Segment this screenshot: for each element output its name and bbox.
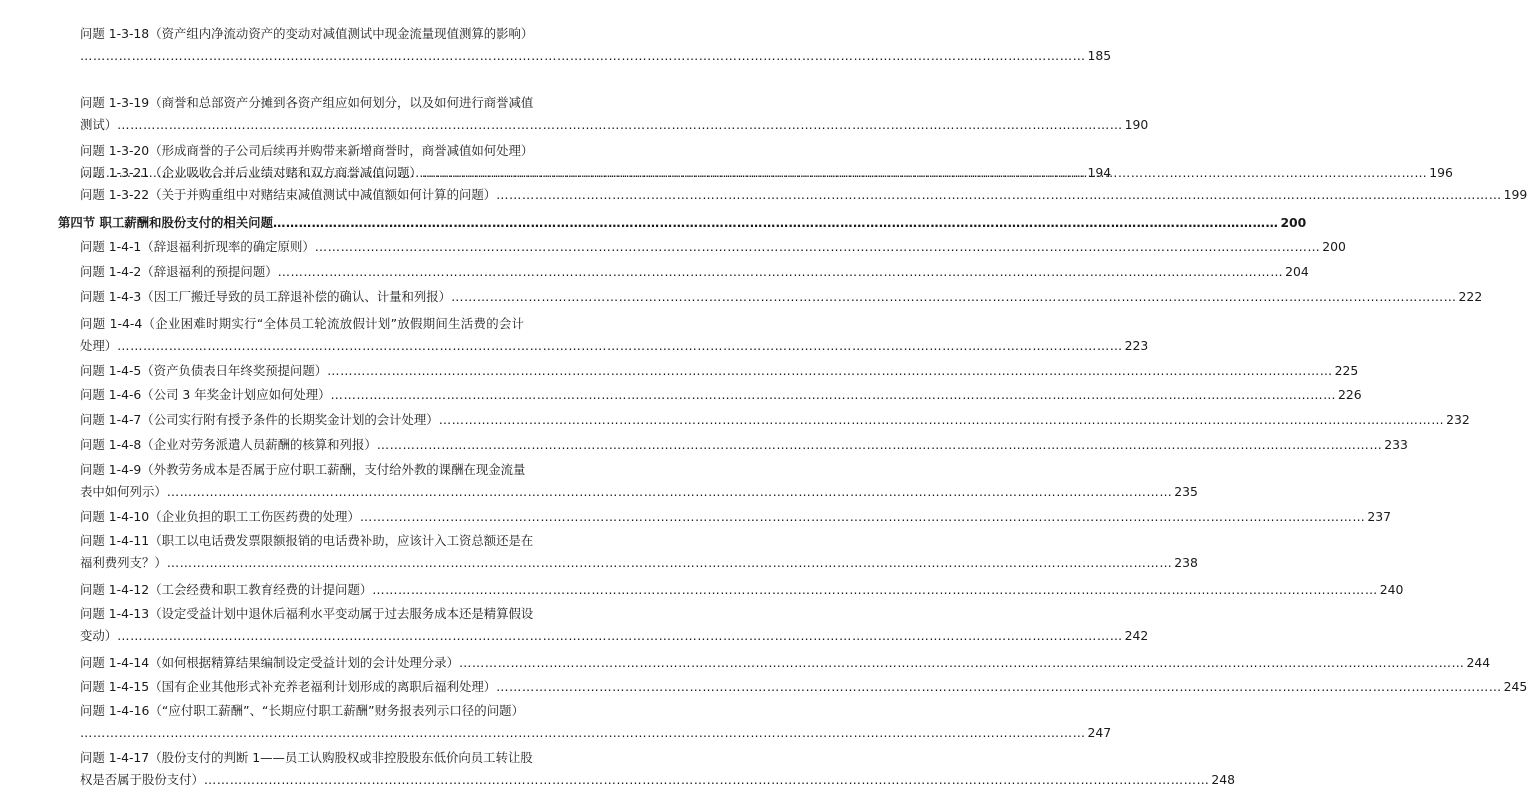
section-title: 第四节 职工薪酬和股份支付的相关问题 — [58, 215, 273, 230]
entry-title-continued: 福利费列支？） — [80, 555, 167, 570]
dot-leader — [451, 286, 1456, 308]
toc-entry[interactable] — [80, 459, 1198, 503]
entry-title-continued: 变动） — [80, 628, 118, 643]
dot-leader — [327, 360, 1332, 382]
page-number: 194 — [1087, 165, 1112, 180]
page-number: 223 — [1124, 338, 1149, 353]
dot-leader — [80, 45, 1085, 67]
page-number: 248 — [1211, 772, 1236, 787]
dot-leader — [496, 184, 1501, 206]
entry-title: 问题 1-4-7（公司实行附有授予条件的长期奖金计划的会计处理） — [80, 412, 439, 427]
toc-entry[interactable] — [80, 676, 1527, 698]
entry-title: 问题 1-4-16（“应付职工薪酬”、“长期应付职工薪酬”财务报表列示口径的问题） — [80, 703, 524, 718]
entry-title: 问题 1-4-17（股份支付的判断 1——员工认购股权或非控股股东低价向员工转让股 — [80, 750, 533, 765]
dot-leader — [377, 434, 1382, 456]
toc-entry[interactable] — [80, 506, 1391, 528]
toc-entry[interactable] — [80, 434, 1408, 456]
entry-title: 问题 1-4-9（外教劳务成本是否属于应付职工薪酬，支付给外教的课酬在现金流量 — [80, 462, 526, 477]
dot-leader — [459, 652, 1464, 674]
toc-entry[interactable] — [80, 530, 1198, 574]
toc-entry[interactable] — [80, 313, 1149, 357]
entry-title: 问题 1-4-8（企业对劳务派遣人员薪酬的核算和列报） — [80, 437, 377, 452]
dot-leader — [117, 114, 1122, 136]
page-number: 238 — [1174, 555, 1198, 570]
toc-entry[interactable] — [80, 360, 1359, 382]
dot-leader — [167, 552, 1172, 574]
toc-entry[interactable] — [80, 286, 1483, 308]
page-number: 244 — [1466, 655, 1491, 670]
page-number: 200 — [1322, 239, 1346, 254]
entry-title: 问题 1-4-12（工会经费和职工教育经费的计提问题） — [80, 582, 373, 597]
page-number: 200 — [1280, 215, 1307, 230]
entry-title: 问题 1-4-5（资产负债表日年终奖预提问题） — [80, 363, 328, 378]
entry-title: 问题 1-4-11（职工以电话费发票限额报销的电话费补助，应该计入工资总额还是在 — [80, 533, 534, 548]
toc-entry[interactable] — [80, 236, 1346, 258]
dot-leader — [360, 506, 1365, 528]
page-number: 204 — [1285, 264, 1309, 279]
entry-title: 问题 1-3-21（企业吸收合并后业绩对赌和双方商誉减值问题） — [80, 165, 422, 180]
entry-title: 问题 1-4-13（设定受益计划中退休后福利水平变动属于过去服务成本还是精算假设 — [80, 606, 534, 621]
page-number: 222 — [1458, 289, 1483, 304]
toc-entry[interactable] — [80, 184, 1527, 206]
entry-title: 问题 1-4-2（辞退福利的预提问题） — [80, 264, 278, 279]
toc-entry[interactable] — [80, 652, 1491, 674]
toc-entry[interactable] — [80, 23, 1112, 67]
dot-leader — [117, 335, 1122, 357]
toc-entry[interactable] — [80, 92, 1149, 136]
page-number: 185 — [1087, 48, 1112, 63]
entry-title: 问题 1-4-3（因工厂搬迁导致的员工辞退补偿的确认、计量和列报） — [80, 289, 452, 304]
entry-title: 问题 1-4-14（如何根据精算结果编制设定受益计划的会计处理分录） — [80, 655, 459, 670]
entry-title: 问题 1-4-6（公司 3 年奖金计划应如何处理） — [80, 387, 331, 402]
toc-entry[interactable] — [80, 700, 1112, 744]
dot-leader — [278, 261, 1283, 283]
dot-leader — [167, 481, 1172, 503]
toc-entry[interactable] — [80, 409, 1470, 431]
page-number: 245 — [1503, 679, 1527, 694]
entry-title: 问题 1-4-4（企业困难时期实行“全体员工轮流放假计划”放假期间生活费的会计 — [80, 316, 524, 331]
page-number: 232 — [1446, 412, 1470, 427]
page-number: 226 — [1338, 387, 1362, 402]
dot-leader — [80, 722, 1085, 744]
dot-leader — [273, 212, 1278, 234]
toc-entry[interactable] — [80, 603, 1149, 647]
entry-title: 问题 1-4-1（辞退福利折现率的确定原则） — [80, 239, 315, 254]
dot-leader — [204, 769, 1209, 791]
entry-title: 问题 1-4-15（国有企业其他形式补充养老福利计划形成的离职后福利处理） — [80, 679, 497, 694]
dot-leader — [331, 384, 1336, 406]
entry-title-continued: 表中如何列示） — [80, 484, 167, 499]
page-number: 235 — [1174, 484, 1198, 499]
toc-entry[interactable] — [80, 579, 1404, 601]
page-number: 190 — [1124, 117, 1149, 132]
dot-leader — [496, 676, 1501, 698]
entry-title-continued: 处理） — [80, 338, 118, 353]
page-number: 225 — [1334, 363, 1359, 378]
entry-title: 问题 1-3-22（关于并购重组中对赌结束减值测试中减值额如何计算的问题） — [80, 187, 497, 202]
dot-leader — [315, 236, 1320, 258]
page-number: 242 — [1124, 628, 1149, 643]
entry-title: 问题 1-4-10（企业负担的职工工伤医药费的处理） — [80, 509, 360, 524]
toc-entry[interactable] — [80, 384, 1362, 406]
page-number: 196 — [1429, 165, 1453, 180]
dot-leader — [422, 162, 1427, 184]
page-number: 237 — [1367, 509, 1391, 524]
dot-leader — [117, 625, 1122, 647]
entry-title: 问题 1-3-19（商誉和总部资产分摊到各资产组应如何划分，以及如何进行商誉减值 — [80, 95, 534, 110]
section-heading[interactable] — [58, 212, 1307, 234]
page-number: 247 — [1087, 725, 1112, 740]
page-number: 199 — [1503, 187, 1527, 202]
entry-title-continued: 测试） — [80, 117, 118, 132]
entry-title-continued: 权是否属于股份支付） — [80, 772, 204, 787]
entry-title: 问题 1-3-20（形成商誉的子公司后续再并购带来新增商誉时，商誉减值如何处理） — [80, 143, 534, 158]
page-number: 240 — [1379, 582, 1404, 597]
entry-title: 问题 1-3-18（资产组内净流动资产的变动对减值测试中现金流量现值测算的影响） — [80, 26, 534, 41]
dot-leader — [372, 579, 1377, 601]
toc-entry[interactable] — [80, 747, 1236, 791]
page-number: 233 — [1384, 437, 1408, 452]
dot-leader — [439, 409, 1444, 431]
toc-entry[interactable] — [80, 261, 1309, 283]
